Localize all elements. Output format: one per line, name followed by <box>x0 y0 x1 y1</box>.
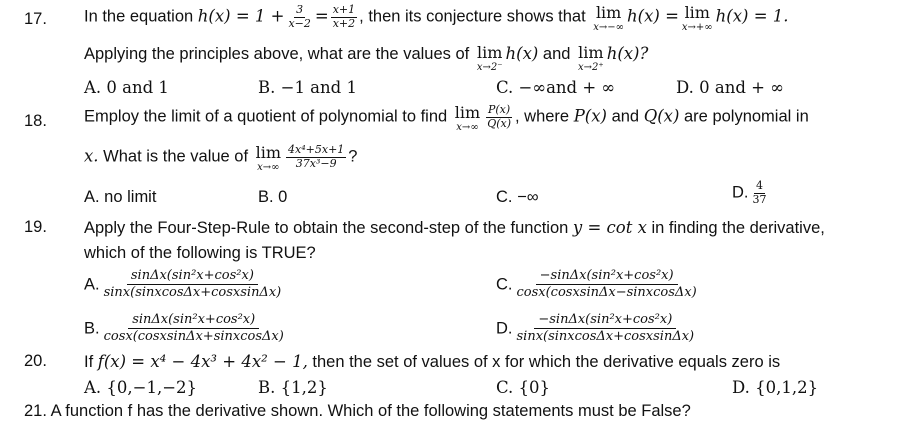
question-number: 20. <box>24 352 47 370</box>
question-19-line-2: which of the following is TRUE? <box>84 244 316 262</box>
question-19-line-1: Apply the Four-Step-Rule to obtain the second-step of the function y = cot x in finding the derivative, <box>84 218 825 237</box>
option-b[interactable]: B. 0 <box>258 188 288 206</box>
limit-expression: lim x→−∞ <box>593 3 625 33</box>
question-18-line-1: Employ the limit of a quotient of polynomial to find lim x→∞ $\frac{P(x)}{Q(x)}$ , where P(x) and Q(x) are polynomial in <box>84 103 809 133</box>
option-c[interactable]: C. {0} <box>496 378 551 397</box>
option-d[interactable]: D. 0 and + ∞ <box>676 78 784 97</box>
question-18-line-2: x. What is the value of lim x→∞ $\frac{\text{4x⁴+5x+1}}{\text{37x³−9}}$ ? <box>84 143 358 173</box>
limit-expression: lim x→2⁺ <box>578 43 604 73</box>
option-d[interactable]: D. $\frac{4}{37}$ <box>732 179 767 206</box>
option-a[interactable]: A. no limit <box>84 188 157 206</box>
fraction: $\frac{x+1}{x+2}$ <box>332 3 356 30</box>
limit-expression: lim x→2⁻ <box>476 43 503 73</box>
question-number: 17. <box>24 10 47 28</box>
question-number: 19. <box>24 218 47 236</box>
option-a[interactable]: A. $\frac{\text{sinΔx(sin²x+cos²x)}}{\text{sinx(sinxcosΔx+cosxsinΔx)}}$ <box>84 268 285 302</box>
fraction: $\frac{P(x)}{Q(x)}$ <box>487 103 511 130</box>
fraction: $\frac{3}{x-2}$ <box>288 3 311 30</box>
option-b[interactable]: B. $\frac{\text{sinΔx(sin²x+cos²x)}}{\text{cosx(cosxsinΔx+sinxcosΔx)}}$ <box>84 312 288 346</box>
limit-expression: lim x→∞ <box>454 103 481 133</box>
fraction: $\frac{4}{37}$ <box>752 179 767 206</box>
question-17-line-1: In the equation h(x) = 1 + $\frac{3}{x-2}$ = $\frac{x+1}{x+2}$ , then its conjecture shows that lim x→−∞ h(x) = lim x→+∞ h(x) = 1. <box>84 3 789 33</box>
question-17-line-2: Applying the principles above, what are the values of lim x→2⁻ h(x) and lim x→2⁺ h(x)? <box>84 43 649 73</box>
fraction: $\frac{\text{sinΔx(sin²x+cos²x)}}{\text{cosx(cosxsinΔx+sinxcosΔx)}}$ <box>103 312 284 345</box>
option-d[interactable]: D. {0,1,2} <box>732 378 819 397</box>
question-number: 18. <box>24 112 47 130</box>
fraction: $\frac{\text{sinΔx(sin²x+cos²x)}}{\text{sinx(sinxcosΔx+cosxsinΔx)}}$ <box>103 268 282 301</box>
fraction: $\frac{\text{4x⁴+5x+1}}{\text{37x³−9}}$ <box>288 143 345 170</box>
limit-expression: lim x→∞ <box>255 143 282 173</box>
option-c[interactable]: C. −∞and + ∞ <box>496 78 616 97</box>
option-d[interactable]: D. $\frac{\text{−sinΔx(sin²x+cos²x)}}{\text{sinx(sinxcosΔx+cosxsinΔx)}}$ <box>496 312 698 346</box>
option-b[interactable]: B. −1 and 1 <box>258 78 357 97</box>
option-a[interactable]: A. 0 and 1 <box>84 78 169 97</box>
limit-expression: lim x→+∞ <box>681 3 713 33</box>
fraction: $\frac{\text{−sinΔx(sin²x+cos²x)}}{\text{sinx(sinxcosΔx+cosxsinΔx)}}$ <box>516 312 695 345</box>
option-c[interactable]: C. $\frac{\text{−sinΔx(sin²x+cos²x)}}{\text{cosx(cosxsinΔx−sinxcosΔx)}}$ <box>496 268 701 302</box>
option-a[interactable]: A. {0,−1,−2} <box>84 378 198 397</box>
fraction: $\frac{\text{−sinΔx(sin²x+cos²x)}}{\text{cosx(cosxsinΔx−sinxcosΔx)}}$ <box>516 268 697 301</box>
option-c[interactable]: C. −∞ <box>496 188 539 206</box>
option-b[interactable]: B. {1,2} <box>258 378 328 397</box>
question-21-partial: 21. A function f has the derivative shown. Which of the following statements must be False? <box>24 402 691 420</box>
question-20-line-1: If f(x) = x⁴ − 4x³ + 4x² − 1, then the set of values of x for which the derivative equals zero is <box>84 352 781 371</box>
